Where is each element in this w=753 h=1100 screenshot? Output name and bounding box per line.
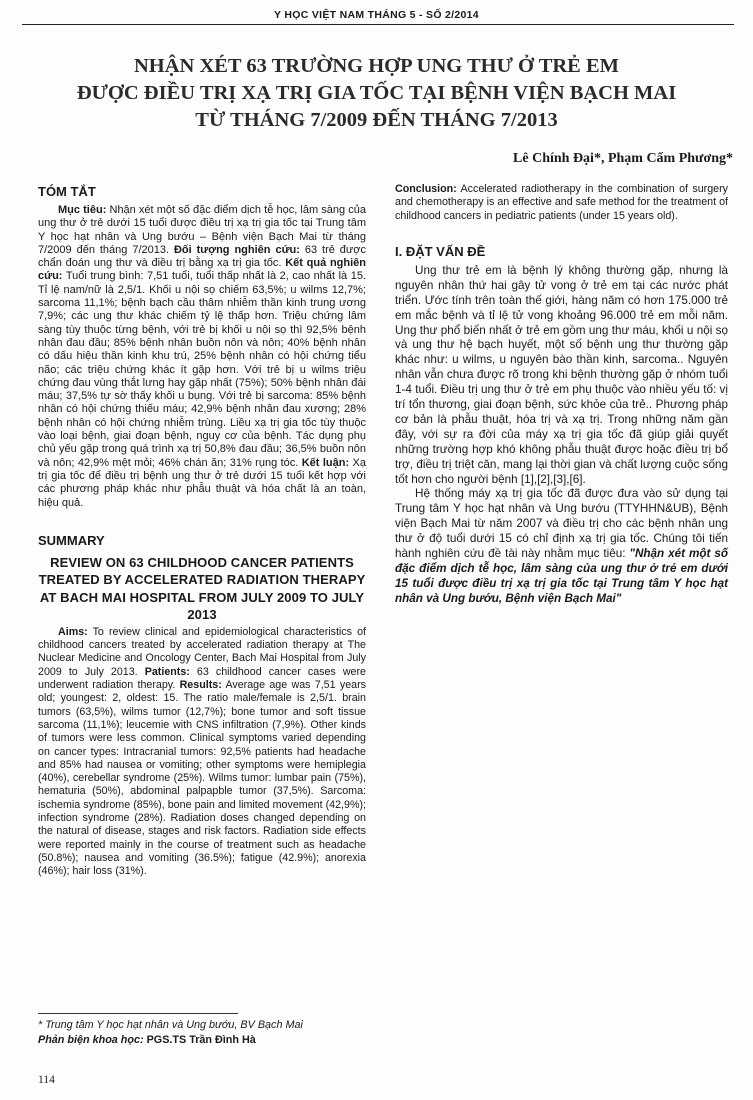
summary-heading: SUMMARY [38,532,105,548]
summary-results-text: Average age was 7,51 years old; youngest: 2, oldest: 15. The ratio male/female is 2,5/1. brain tumors (63,5%), wilms tumor (12,7%); bone tumor and soft tissue sarcoma (11,1%); leucemie with CNS infiltration (7,9%). Other kinds of tumors were less common. Clinical symptoms varied depending on cancer types: Intracranial tumors: 92,5% patients had headache and 85% had nausea or vomiting; other symptoms were hemiplegia (40%), cerebellar syndrome (25%). Wilms tumor: lumbar pain (75%), hematuria (50%), abdominal palpapble tumor (37,5%). Sarcoma: ischemia syndrome (85%), bone pain and limited movement (42,9%); infection syndrome (28%). Radiation doses changed depending on the natural of disease, stages and risk factors. Radiation side effects were reported mainly in the course of treatment such as headache (50.8%); nausea and vomiting (36.5%); fatigue (42.9%); anorexia (46%); hair loss (31%). [38,679,366,878]
summary-abstract [38,626,366,879]
subjects-label: Đối tượng nghiên cứu: [173,243,300,256]
intro-heading: I. ĐẶT VẤN ĐỀ [395,243,486,259]
patients-label: Patients: [144,665,190,678]
intro-paragraph-2 [395,487,728,606]
aims-label: Aims: [58,625,88,638]
title-line-2: ĐƯỢC ĐIỀU TRỊ XẠ TRỊ GIA TỐC TẠI BỆNH VIỆN BẠCH MAI [76,82,677,104]
aims-text: To review clinical and epidemiological characteristics of childhood cancers treated by accelerated radiation therapy at The Nuclear Medicine and Oncology Center, Bach Mai Hospital from July 2009 to July 2013. [38,625,366,678]
title-line-3: TỪ THÁNG 7/2009 ĐẾN THÁNG 7/2013 [195,109,558,131]
left-column [38,183,366,878]
affiliation-note: * Trung tâm Y học hạt nhân và Ung bướu, BV Bạch Mai [38,1019,303,1031]
title-line-1: NHẬN XÉT 63 TRƯỜNG HỢP UNG THƯ Ở TRẺ EM [133,55,620,77]
study-goal: "Nhận xét một số đặc điểm dịch tễ học, lâm sàng của ung thư ở trẻ em dưới 15 tuổi được điều trị xạ trị gia tốc tại Trung tâm Y học hạt nhân và Ung bướu, Bệnh viện Bạch Mai" [395,547,728,605]
summary-conclusion-label: Conclusion: [395,183,457,195]
intro-paragraph-1: Ung thư trẻ em là bệnh lý không thường gặp, nhưng là nguyên nhân thứ hai gây tử vong ở trẻ em tại các nước phát triển. Ước tính trên toàn thế giới, hàng năm có hơn 175.000 trẻ em mắc bệnh và tỉ lệ tử vong khoảng 96.000 trẻ em mỗi năm. Ung thư phổ biến nhất ở trẻ em gồm ung thư máu, khối u nội sọ và ung thư hệ bạch huyết, một số bệnh ung thư thường gặp khác như: u wilms, u nguyên bào thần kinh, sarcoma.. Nguyên nhân vẫn chưa được rõ trong khi bệnh thường gặp ở nhóm tuổi 1-4 tuổi. Điều trị ung thư ở trẻ em phụ thuộc vào nhiều yếu tố: vị trí tổn thương, giai đoạn bệnh, sức khỏe của trẻ.. Phương pháp cơ bản là phẫu thuật, hóa trị và xạ trị. Trong những năm gần đây, với sự ra đời của máy xạ trị gia tốc đã giúp giải quyết những trường hợp khó không phẫu thuật được hoặc điều trị bổ trợ, điều trị triệt căn, mang lại thời gian và chất lượng cuộc sống tốt hơn cho người bệnh [1],[2],[3],[6]. [395,263,728,486]
summary-continued [395,183,728,223]
right-column [395,183,728,607]
summary-results-label: Results: [179,679,222,692]
page-number: 114 [38,1074,55,1086]
patients-text: 63 childhood cancer cases were underwent radiation therapy. [38,665,366,692]
conclusion-label: Kết luận: [301,456,350,469]
summary-conclusion-text: Accelerated radiotherapy in the combination of surgery and chemotherapy is an effective and safe method for the treatment of childhood cancers in pediatric patients (under 15 years old). [395,183,728,222]
subjects-text: 63 trẻ được chẩn đoán ung thư và điều trị bằng xạ trị gia tốc. [38,243,367,270]
reviewer-note [38,1033,368,1048]
results-label: Kết quả nghiên cứu: [38,257,366,283]
header-rule [22,24,734,25]
results-text: Tuổi trung bình: 7,51 tuổi, tuổi thấp nhất là 2, cao nhất là 15. Tỉ lệ nam/nữ là 2,5/1. Khối u nội sọ chiếm 63,5%; u wilms 12,7%; sarcoma 11,1%; bệnh bạch cầu thâm nhiễm thần kinh trung ương 7,9%; các ung thư khác chiếm tỷ lệ thấp hơn. Triệu chứng lâm sàng tùy thuộc từng bệnh, với trẻ bị khối u nội sọ thì 92,5% bệnh nhân đau đầu; 85% bệnh nhân buồn nôn và nôn; 40% bệnh nhân có dấu hiệu thần kinh khu trú, 25% bệnh nhân có hội chứng tiểu não; các triệu chứng khác ít gặp hơn. Với trẻ bị u wilms triệu chứng đau vùng thắt lưng hay gặp nhất (75%); 50% bệnh nhân đái máu; 37,5% tự sờ thấy khối u bụng. Với trẻ bị sarcoma: 85% bệnh nhân có hội chứng thiếu máu; 42,9% bệnh nhân đau xương; 28% bệnh nhân có hội chứng nhiễm trùng. Liều xạ trị gia tốc tùy thuộc vào loại bệnh, giai đoạn bệnh, nguy cơ của bệnh. Tác dụng phụ chủ yếu gặp trong quá trình xạ trị 50,8% đau đầu; 36,5% buồn nôn và nôn; 42,9% mệt mỏi; 46% chán ăn; 31% rụng tóc. [38,270,366,469]
authors: Lê Chính Đại*, Phạm Cẩm Phương* [513,151,733,166]
tomtat-heading: TÓM TẮT [38,184,96,199]
tomtat-abstract [38,204,366,510]
conclusion-text: Xạ trị gia tốc để điều trị bệnh ung thư ở trẻ dưới 15 tuổi kết hợp với các phương pháp khác như phẫu thuật và hóa chất là an toàn, hiệu quả. [38,456,367,509]
reviewer-label: Phản biện khoa học: [38,1034,144,1046]
objective-label: Mục tiêu: [58,204,107,216]
footnote [38,1018,368,1048]
running-head: Y HỌC VIỆT NAM THÁNG 5 - SỐ 2/2014 [274,9,479,21]
objective-text: Nhận xét một số đặc điểm dịch tễ học, lâm sàng của ung thư ở trẻ dưới 15 tuổi được điều trị xạ trị gia tốc tại Trung tâm Y học hạt nhân và Ung bướu – Bệnh viện Bạch Mai từ tháng 7/2009 đến tháng 7/2013. [38,204,366,256]
intro-p2-text: Hệ thống máy xạ trị gia tốc đã được đưa vào sử dụng tại Trung tâm Y học hạt nhân và Ung bướu (TTYHHN&UB), Bệnh viện Bạch Mai từ năm 2007 và điều trị cho các bệnh nhân ung thư ở độ tuổi dưới 15 có chỉ định xạ trị gia tốc. Chúng tôi tiến hành nghiên cứu đề tài này nhằm mục tiêu: [395,487,728,561]
summary-title: REVIEW ON 63 CHILDHOOD CANCER PATIENTS TREATED BY ACCELERATED RADIATION THERAPY AT BACH MAI HOSPITAL FROM JULY 2009 TO JULY 2013 [38,554,366,623]
footnote-rule [38,1013,238,1014]
reviewer-name: PGS.TS Trần Đình Hà [143,1034,256,1046]
article-title [40,53,713,134]
